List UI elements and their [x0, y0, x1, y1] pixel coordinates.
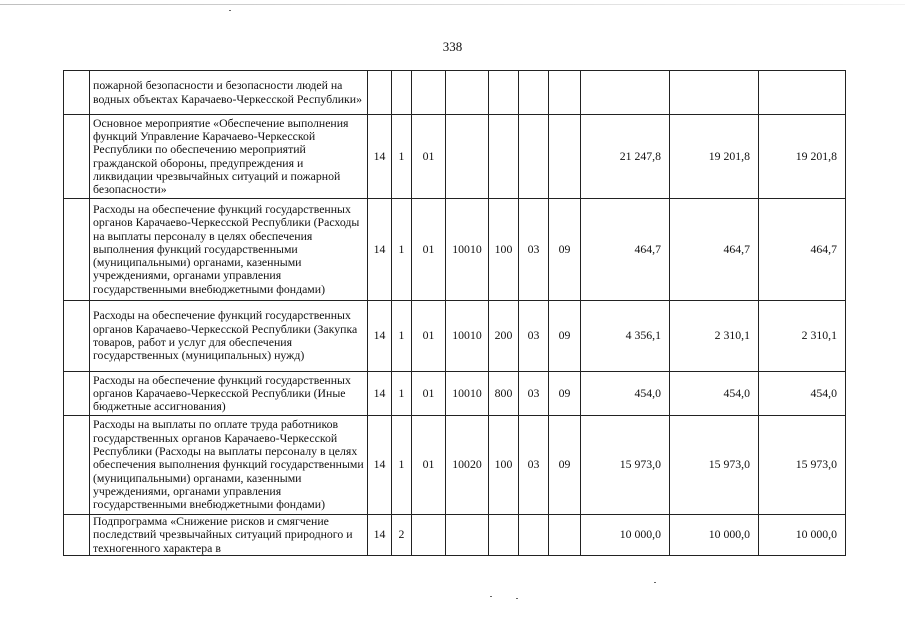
scan-edge-line [0, 4, 905, 5]
scan-speck [490, 596, 492, 597]
amount-year-3: 19 201,8 [759, 115, 846, 199]
code-subsection: 09 [549, 199, 581, 301]
code-subsection [549, 515, 581, 556]
code-section: 03 [519, 199, 549, 301]
amount-year-3: 15 973,0 [759, 416, 846, 515]
code-direction: 10010 [446, 199, 489, 301]
amount-year-2: 464,7 [670, 199, 759, 301]
budget-table [63, 70, 846, 556]
amount-year-3: 464,7 [759, 199, 846, 301]
amount-year-1 [581, 71, 670, 115]
amount-year-1: 15 973,0 [581, 416, 670, 515]
amount-year-3: 2 310,1 [759, 301, 846, 372]
row-number-cell [64, 199, 90, 301]
code-main-event: 01 [412, 115, 446, 199]
amount-year-1: 454,0 [581, 372, 670, 416]
amount-year-1: 10 000,0 [581, 515, 670, 556]
code-subsection: 09 [549, 301, 581, 372]
code-section [519, 515, 549, 556]
code-direction: 10010 [446, 301, 489, 372]
amount-year-1: 464,7 [581, 199, 670, 301]
code-expense-type: 200 [489, 301, 519, 372]
code-main-event [412, 515, 446, 556]
code-direction [446, 115, 489, 199]
table-row [64, 71, 846, 115]
amount-year-2: 454,0 [670, 372, 759, 416]
row-number-cell [64, 71, 90, 115]
code-program: 14 [368, 416, 392, 515]
amount-year-1: 4 356,1 [581, 301, 670, 372]
row-number-cell [64, 301, 90, 372]
code-program: 14 [368, 372, 392, 416]
table-row [64, 372, 846, 416]
scan-speck [229, 10, 231, 11]
row-name: Расходы на обеспечение функций государственных органов Карачаево-Черкесской Республики (Закупка товаров, работ и услуг для обеспечения государственных (муниципальных) нужд) [90, 301, 368, 372]
amount-year-2: 10 000,0 [670, 515, 759, 556]
code-program [368, 71, 392, 115]
code-subprogram: 1 [392, 372, 412, 416]
code-subprogram: 1 [392, 416, 412, 515]
code-expense-type [489, 515, 519, 556]
scan-speck [516, 598, 518, 599]
table-row [64, 301, 846, 372]
code-program: 14 [368, 301, 392, 372]
page-number: 338 [442, 39, 463, 54]
code-subprogram: 1 [392, 301, 412, 372]
code-section [519, 115, 549, 199]
row-number-cell [64, 372, 90, 416]
amount-year-2 [670, 71, 759, 115]
code-section: 03 [519, 416, 549, 515]
code-program: 14 [368, 515, 392, 556]
code-subprogram [392, 71, 412, 115]
code-main-event: 01 [412, 372, 446, 416]
code-subprogram: 1 [392, 115, 412, 199]
table-row [64, 115, 846, 199]
code-main-event: 01 [412, 301, 446, 372]
table-row [64, 199, 846, 301]
code-expense-type: 100 [489, 416, 519, 515]
code-expense-type [489, 71, 519, 115]
code-subsection [549, 71, 581, 115]
code-expense-type [489, 115, 519, 199]
amount-year-2: 19 201,8 [670, 115, 759, 199]
code-section: 03 [519, 372, 549, 416]
amount-year-3: 10 000,0 [759, 515, 846, 556]
amount-year-2: 2 310,1 [670, 301, 759, 372]
scan-speck [654, 582, 656, 583]
amount-year-3: 454,0 [759, 372, 846, 416]
code-direction [446, 71, 489, 115]
row-number-cell [64, 115, 90, 199]
code-subprogram: 2 [392, 515, 412, 556]
code-section: 03 [519, 301, 549, 372]
code-direction: 10010 [446, 372, 489, 416]
row-name: Подпрограмма «Снижение рисков и смягчение последствий чрезвычайных ситуаций природного и техногенного характера в [90, 515, 368, 556]
table-row [64, 515, 846, 556]
code-subsection: 09 [549, 416, 581, 515]
amount-year-1: 21 247,8 [581, 115, 670, 199]
code-main-event: 01 [412, 199, 446, 301]
row-name: Основное мероприятие «Обеспечение выполнения функций Управление Карачаево-Черкесской Республики по обеспечению мероприятий гражданской обороны, предупреждения и ликвидации чрезвычайных ситуаций и пожарной безопасности» [90, 115, 368, 199]
code-main-event: 01 [412, 416, 446, 515]
code-program: 14 [368, 115, 392, 199]
code-subsection: 09 [549, 372, 581, 416]
code-expense-type: 100 [489, 199, 519, 301]
row-name: Расходы на обеспечение функций государственных органов Карачаево-Черкесской Республики (Расходы на выплаты персоналу в целях обеспечения выполнения функций государственными (муниципальными) органами, казенными учреждениями, органами управления государственными внебюджетными фондами) [90, 199, 368, 301]
row-name: Расходы на выплаты по оплате труда работников государственных органов Карачаево-Черкесской Республики (Расходы на выплаты персоналу в целях обеспечения выполнения функций государственными (муниципальными) органами, казенными учреждениями, органами управления государственными внебюджетными фондами) [90, 416, 368, 515]
code-expense-type: 800 [489, 372, 519, 416]
row-name: пожарной безопасности и безопасности людей на водных объектах Карачаево-Черкесской Республики» [90, 71, 368, 115]
row-number-cell [64, 416, 90, 515]
amount-year-3 [759, 71, 846, 115]
table-row [64, 416, 846, 515]
code-program: 14 [368, 199, 392, 301]
code-direction [446, 515, 489, 556]
budget-table-body [64, 71, 846, 556]
code-section [519, 71, 549, 115]
code-subsection [549, 115, 581, 199]
code-direction: 10020 [446, 416, 489, 515]
code-main-event [412, 71, 446, 115]
row-number-cell [64, 515, 90, 556]
code-subprogram: 1 [392, 199, 412, 301]
amount-year-2: 15 973,0 [670, 416, 759, 515]
row-name: Расходы на обеспечение функций государственных органов Карачаево-Черкесской Республики (Иные бюджетные ассигнования) [90, 372, 368, 416]
